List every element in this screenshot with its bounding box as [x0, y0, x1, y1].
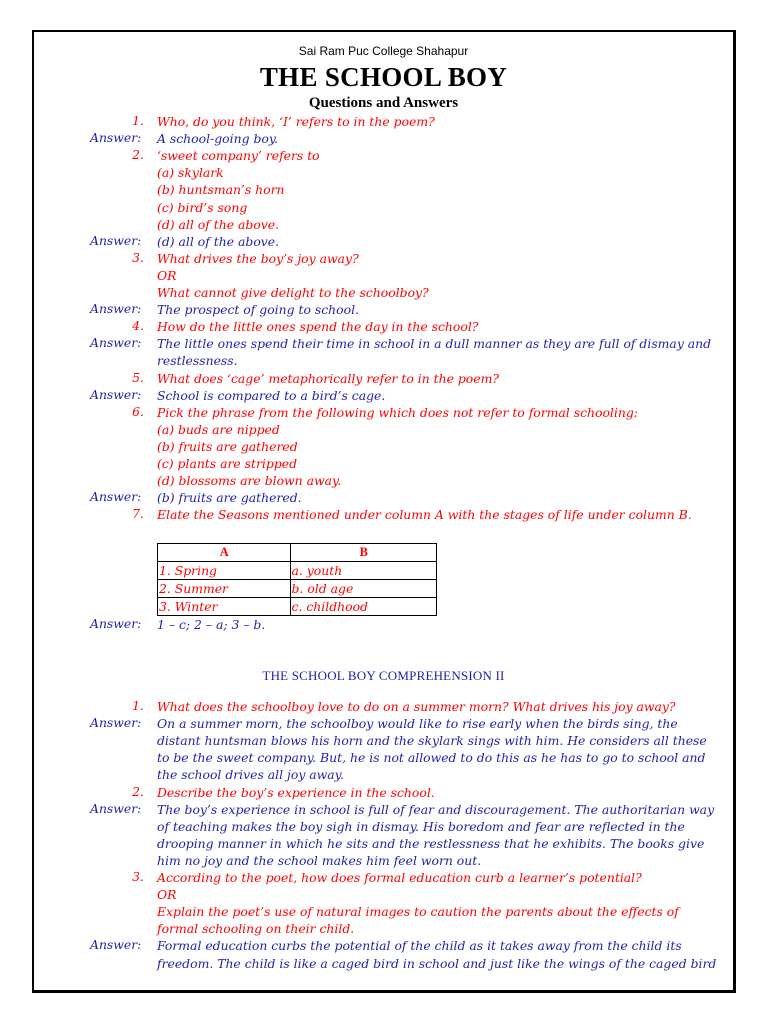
- page-border: [32, 30, 736, 993]
- text-line: What cannot give delight to the schoolboy?: [157, 285, 429, 300]
- college-name: Sai Ram Puc College Shahapur: [298, 44, 469, 58]
- text-line: Explain the poet’s use of natural images to caution the parents about the effects of: [157, 904, 679, 920]
- question-number: 3.: [132, 249, 144, 265]
- answer-label: Answer:: [90, 232, 142, 248]
- answer-label: Answer:: [90, 335, 142, 351]
- question-text: Elate the Seasons mentioned under column A with the stages of life under column B.: [157, 507, 692, 523]
- question-text: According to the poet, how does formal education curb a learner’s potential?: [157, 870, 642, 885]
- question-text: Pick the phrase from the following which does not refer to formal schooling:: [157, 404, 638, 420]
- text-line: restlessness.: [157, 353, 238, 369]
- question-number: 6.: [132, 403, 144, 419]
- answer-text: The little ones spend their time in school in a dull manner as they are full of dismay and: [157, 336, 712, 352]
- answer-text: (b) fruits are gathered.: [157, 490, 302, 506]
- question-text: What drives the boy’s joy away?: [157, 250, 359, 266]
- question-text: ‘sweet company’ refers to: [157, 148, 320, 164]
- answer-label: Answer:: [90, 715, 142, 731]
- text-line: (b) fruits are gathered: [157, 438, 298, 454]
- table-cell: 3. Winter: [158, 598, 291, 616]
- answer-text: (d) all of the above.: [157, 233, 280, 249]
- answer-text: On a summer morn, the schoolboy would like to rise early when the birds sing, the: [157, 716, 678, 732]
- table-cell: a. youth: [290, 562, 436, 580]
- table-cell: b. old age: [290, 580, 436, 598]
- text-line: (d) blossoms are blown away.: [157, 473, 342, 489]
- question-number: 3.: [132, 869, 144, 884]
- question-text: How do the little ones spend the day in the school?: [157, 319, 479, 335]
- answer-text: Formal education curbs the potential of the child as it takes away from the child its: [157, 938, 682, 954]
- table-row: [158, 562, 437, 580]
- question-text: Who, do you think, ‘I’ refers to in the poem?: [157, 114, 435, 129]
- question-text: Describe the boy’s experience in the school.: [157, 784, 435, 800]
- text-line: freedom. The child is like a caged bird in school and just like the wings of the caged bird: [157, 955, 717, 971]
- question-number: 1.: [132, 113, 144, 128]
- question-number: 5.: [132, 369, 144, 385]
- text-line: distant huntsman blows his horn and the skylark sings with him. He considers all these: [157, 733, 707, 749]
- question-number: 7.: [132, 506, 144, 522]
- text-line: formal schooling on their child.: [157, 921, 355, 937]
- question-number: 2.: [132, 147, 144, 163]
- table-cell: 1. Spring: [158, 562, 291, 580]
- match-table-col-a: A: [158, 544, 291, 562]
- text-line: to be the sweet company. But, he is not allowed to do this as he has to go to school and: [157, 750, 706, 766]
- answer-text: The prospect of going to school.: [157, 302, 359, 318]
- question-number: 4.: [132, 318, 144, 334]
- text-line: OR: [157, 887, 177, 903]
- text-line: (c) plants are stripped: [157, 456, 298, 471]
- text-line: drooping manner in which he sits and the restlessness that he exhibits. The books give: [157, 835, 705, 851]
- table-cell: c. childhood: [290, 598, 436, 616]
- table-cell: 2. Summer: [158, 580, 291, 598]
- answer-label: Answer:: [90, 130, 142, 146]
- table-row: [158, 598, 437, 616]
- answer-label: Answer:: [90, 301, 142, 317]
- match-table-header: [158, 544, 437, 562]
- question-number: 2.: [132, 783, 144, 799]
- text-line: him no joy and the school makes him feel worn out.: [157, 852, 482, 868]
- answer-text: The boy’s experience in school is full of fear and discouragement. The authoritarian way: [157, 801, 715, 817]
- question-text: What does ‘cage’ metaphorically refer to in the poem?: [157, 370, 499, 386]
- text-line: (a) buds are nipped: [157, 421, 280, 437]
- answer-label: Answer:: [90, 616, 142, 631]
- text-line: (d) all of the above.: [157, 216, 280, 232]
- answer-label: Answer:: [90, 800, 142, 816]
- question-number: 1.: [132, 698, 144, 713]
- match-table-col-b: B: [290, 544, 436, 562]
- text-line: (b) huntsman’s horn: [157, 182, 285, 198]
- section-2-title: THE SCHOOL BOY COMPREHENSION II: [262, 668, 505, 683]
- match-table: [157, 543, 437, 616]
- answer-label: Answer:: [90, 937, 142, 953]
- text-line: of teaching makes the boy sigh in dismay. His boredom and fear are reflected in the: [157, 818, 685, 834]
- text-line: the school drives all joy away.: [157, 767, 344, 783]
- answer-text: School is compared to a bird’s cage.: [157, 387, 386, 403]
- answer-text: A school-going boy.: [157, 131, 279, 147]
- text-line: (a) skylark: [157, 165, 224, 181]
- page-subtitle: Questions and Answers: [308, 95, 459, 111]
- page-title: THE SCHOOL BOY: [259, 62, 508, 92]
- text-line: (c) bird’s song: [157, 199, 248, 215]
- text-line: OR: [157, 267, 177, 283]
- q7-answer: 1 – c; 2 – a; 3 – b.: [157, 617, 266, 632]
- table-row: [158, 580, 437, 598]
- answer-label: Answer:: [90, 489, 142, 505]
- answer-label: Answer:: [90, 386, 142, 402]
- question-text: What does the schoolboy love to do on a summer morn? What drives his joy away?: [157, 699, 676, 714]
